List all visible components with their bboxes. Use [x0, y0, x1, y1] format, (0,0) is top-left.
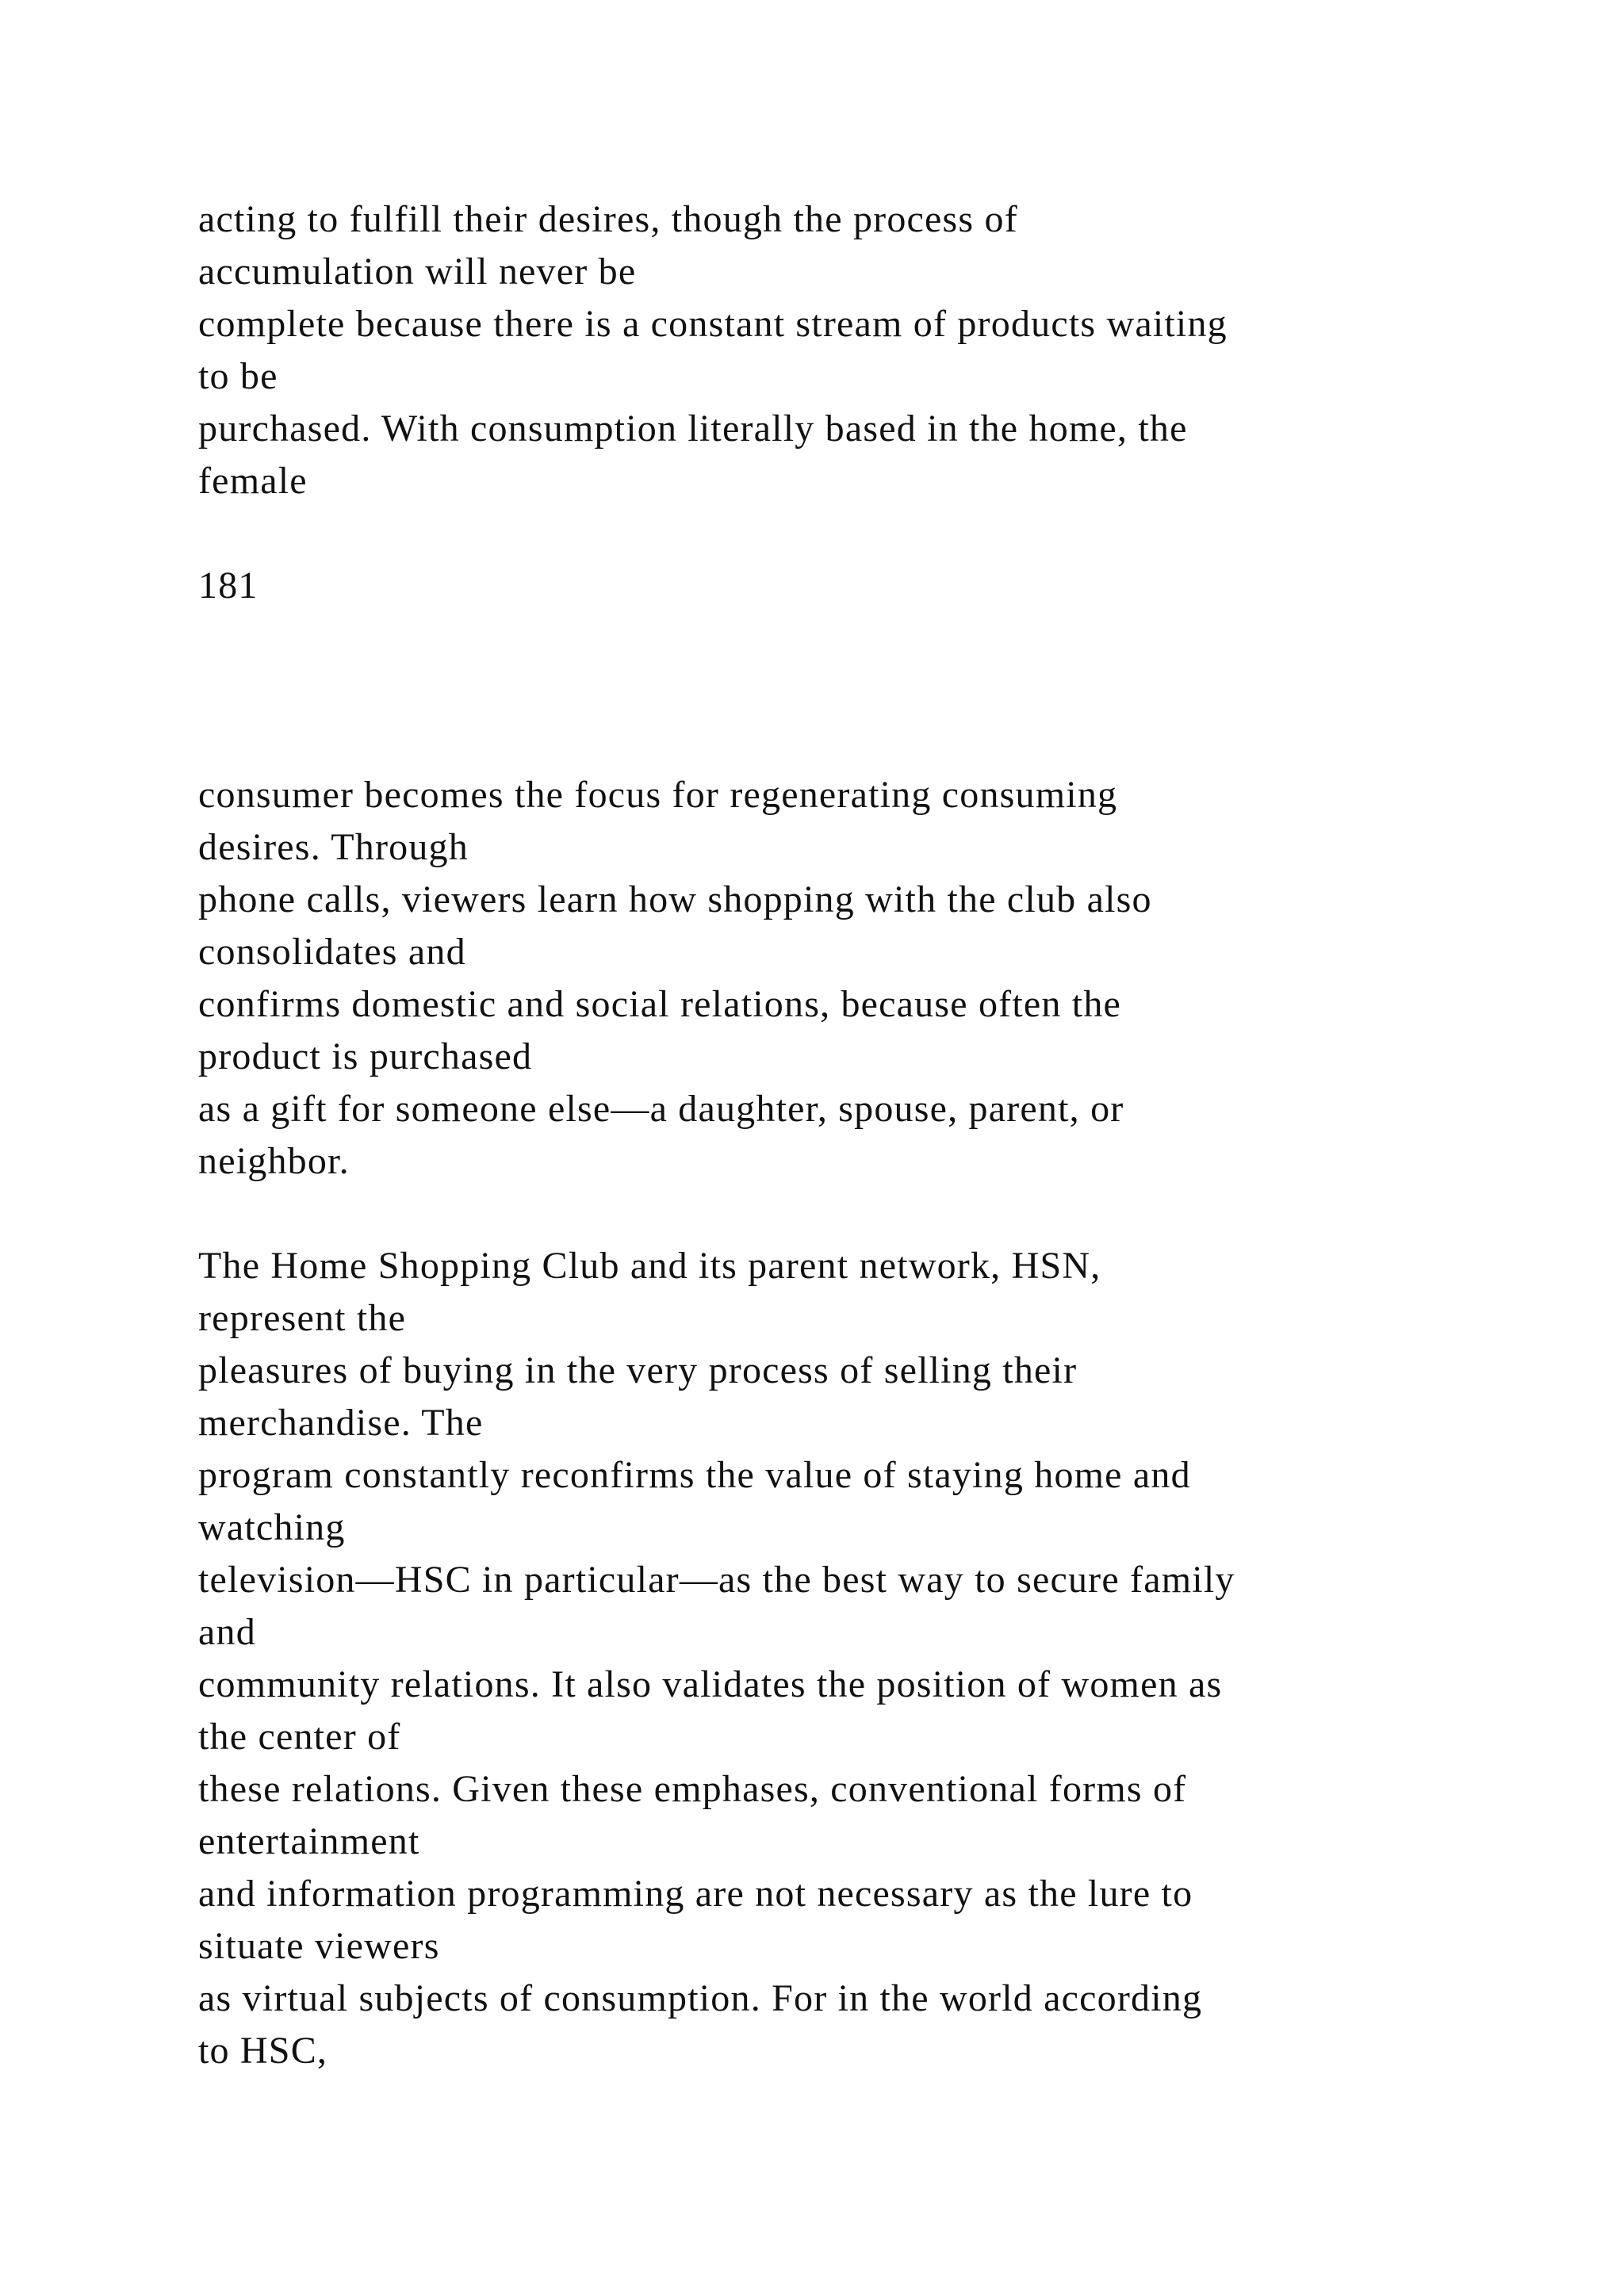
- text-line: and information programming are not necessary as the lure to: [198, 1873, 1193, 1915]
- paragraph-home-shopping-club: [198, 1240, 1499, 2077]
- text-line: pleasures of buying in the very process of selling their: [198, 1349, 1078, 1391]
- text-line: female: [198, 460, 308, 502]
- text-line: purchased. With consumption literally based in the home, the: [198, 408, 1188, 450]
- page-number-block: [198, 560, 1499, 612]
- document-page: [198, 193, 1499, 2077]
- text-line: consolidates and: [198, 931, 466, 973]
- text-line: entertainment: [198, 1820, 420, 1862]
- text-line: confirms domestic and social relations, because often the: [198, 983, 1122, 1025]
- spacer: [198, 612, 1499, 769]
- spacer: [198, 507, 1499, 560]
- text-line: product is purchased: [198, 1035, 533, 1077]
- text-line: the center of: [198, 1716, 401, 1758]
- text-line: desires. Through: [198, 826, 469, 868]
- text-line: and: [198, 1611, 256, 1653]
- text-line: watching: [198, 1506, 346, 1548]
- paragraph-continuation: [198, 193, 1499, 507]
- text-line: accumulation will never be: [198, 251, 637, 293]
- text-line: program constantly reconfirms the value of staying home and: [198, 1454, 1191, 1496]
- page-number: 181: [198, 564, 259, 607]
- text-line: situate viewers: [198, 1925, 440, 1967]
- text-line: neighbor.: [198, 1140, 350, 1182]
- text-line: as a gift for someone else—a daughter, spouse, parent, or: [198, 1088, 1124, 1130]
- text-line: to be: [198, 355, 278, 397]
- text-line: The Home Shopping Club and its parent network, HSN,: [198, 1245, 1101, 1287]
- text-line: complete because there is a constant stream of products waiting: [198, 303, 1228, 345]
- paragraph-consumer: [198, 769, 1499, 1188]
- text-line: as virtual subjects of consumption. For in the world according: [198, 1977, 1203, 2019]
- text-line: television—HSC in particular—as the best way to secure family: [198, 1559, 1235, 1601]
- text-line: phone calls, viewers learn how shopping with the club also: [198, 878, 1152, 920]
- spacer: [198, 1188, 1499, 1240]
- text-line: community relations. It also validates the position of women as: [198, 1663, 1223, 1705]
- text-line: consumer becomes the focus for regenerating consuming: [198, 774, 1118, 816]
- text-line: to HSC,: [198, 2030, 328, 2072]
- text-line: represent the: [198, 1297, 407, 1339]
- text-line: these relations. Given these emphases, conventional forms of: [198, 1768, 1187, 1810]
- text-line: acting to fulfill their desires, though the process of: [198, 198, 1018, 240]
- text-line: merchandise. The: [198, 1402, 484, 1444]
